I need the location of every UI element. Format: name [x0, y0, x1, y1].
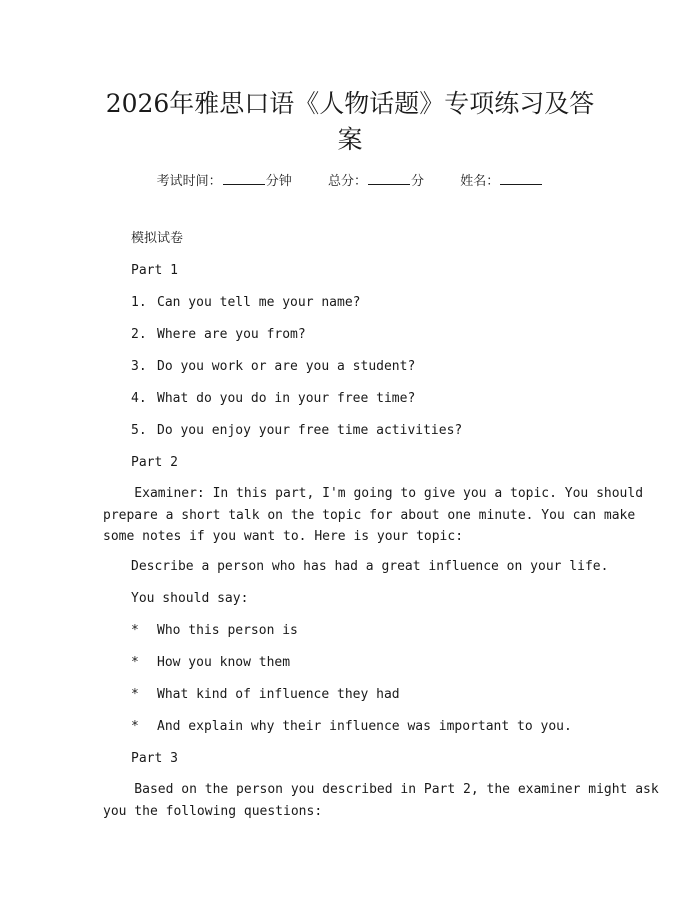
document-title-line-1: 2026年雅思口语《人物话题》专项练习及答	[105, 89, 595, 118]
student-name-field	[460, 170, 543, 189]
paragraph-line: Examiner: In this part, I'm going to give you a topic. You should	[103, 486, 644, 501]
part2-bullet	[131, 719, 572, 735]
part2-bullet	[131, 623, 298, 639]
bullet-mark: *	[131, 687, 139, 702]
student-name-label: 姓名：	[460, 174, 500, 189]
question-number: 1.	[131, 295, 147, 310]
part1-question	[131, 359, 415, 375]
paragraph-line: you the following questions:	[103, 803, 323, 819]
part1-question	[131, 327, 306, 343]
part1-question	[131, 391, 415, 407]
bullet-text: Who this person is	[157, 623, 298, 638]
question-text: Do you enjoy your free time activities?	[157, 423, 463, 438]
document-title	[100, 86, 600, 158]
paragraph-line: prepare a short talk on the topic for about one minute. You can make	[103, 507, 636, 523]
question-text: Can you tell me your name?	[157, 295, 361, 310]
bullet-text: How you know them	[157, 655, 291, 670]
question-number: 5.	[131, 423, 147, 438]
part2-bullet	[131, 687, 400, 703]
part1-heading: Part 1	[131, 263, 178, 278]
student-name-blank	[500, 172, 542, 185]
exam-time-blank	[223, 172, 265, 185]
exam-time-field	[157, 170, 292, 189]
part2-heading: Part 2	[131, 455, 178, 470]
exam-info-bar	[0, 170, 700, 189]
total-score-field	[328, 170, 424, 189]
total-score-label: 总分：	[327, 174, 367, 189]
part2-bullet	[131, 655, 290, 671]
paragraph-line: Based on the person you described in Part 2, the examiner might ask	[103, 782, 659, 797]
bullet-mark: *	[131, 719, 139, 734]
total-score-blank	[368, 172, 410, 185]
bullet-text: And explain why their influence was important to you.	[157, 719, 572, 734]
total-score-unit: 分	[411, 174, 425, 189]
question-number: 3.	[131, 359, 147, 374]
exam-time-label: 考试时间：	[156, 174, 222, 189]
part3-intro-paragraph	[103, 779, 659, 822]
bullet-mark: *	[131, 623, 139, 638]
exam-time-unit: 分钟	[265, 174, 292, 189]
section-label: 模拟试卷	[131, 231, 184, 246]
question-number: 4.	[131, 391, 147, 406]
bullet-mark: *	[131, 655, 139, 670]
part1-question	[131, 423, 462, 439]
part1-question	[131, 295, 361, 311]
part2-intro-paragraph	[103, 483, 644, 548]
question-text: Where are you from?	[157, 327, 306, 342]
document-title-line-2: 案	[337, 125, 363, 154]
paragraph-line: some notes if you want to. Here is your topic:	[103, 529, 464, 544]
part2-should-say: You should say:	[131, 591, 249, 606]
part2-topic: Describe a person who has had a great influence on your life.	[131, 559, 609, 574]
question-text: Do you work or are you a student?	[157, 359, 416, 374]
question-number: 2.	[131, 327, 147, 342]
part3-heading: Part 3	[131, 751, 178, 766]
bullet-text: What kind of influence they had	[157, 687, 400, 702]
question-text: What do you do in your free time?	[157, 391, 416, 406]
